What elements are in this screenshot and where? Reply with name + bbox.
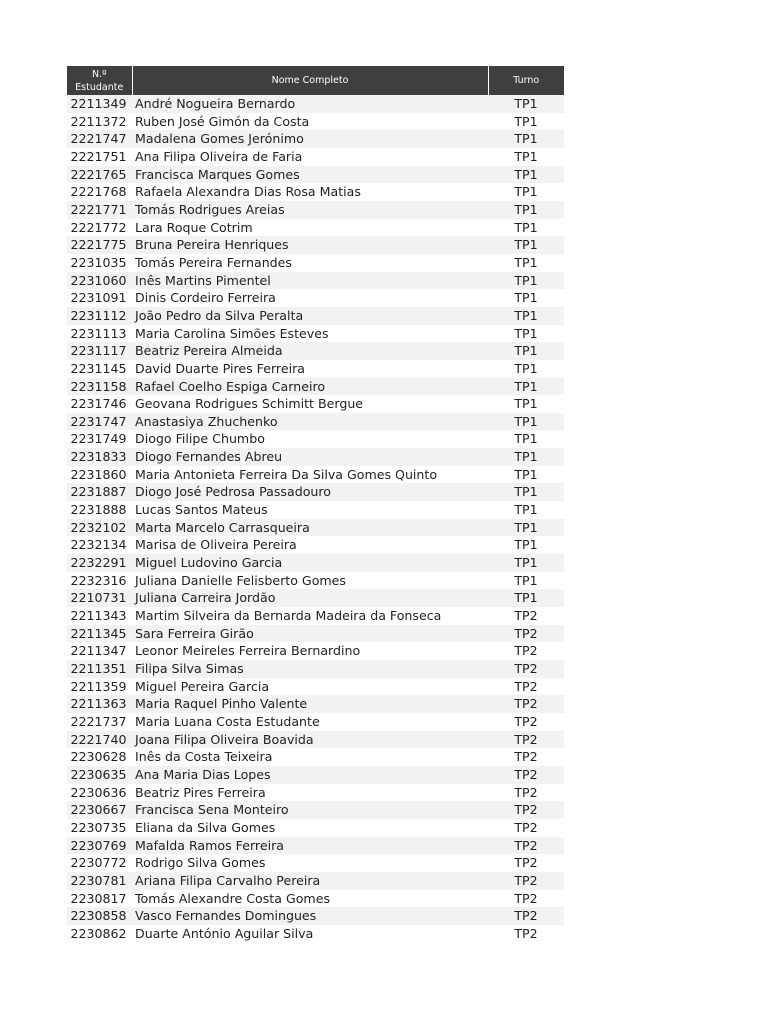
student-number-cell: 2231749 xyxy=(67,430,132,448)
student-number-cell: 2210731 xyxy=(67,589,132,607)
table-row xyxy=(67,430,564,448)
turno-cell: TP1 xyxy=(488,501,564,519)
student-number-cell: 2230781 xyxy=(67,872,132,890)
table-body xyxy=(67,95,564,943)
table-row xyxy=(67,678,564,696)
turno-cell: TP2 xyxy=(488,731,564,749)
full-name-cell: Martim Silveira da Bernarda Madeira da Fonseca xyxy=(132,607,488,625)
turno-cell: TP1 xyxy=(488,519,564,537)
full-name-cell: Beatriz Pires Ferreira xyxy=(132,784,488,802)
student-number-cell: 2230667 xyxy=(67,801,132,819)
table-row xyxy=(67,254,564,272)
full-name-cell: Rafaela Alexandra Dias Rosa Matias xyxy=(132,183,488,201)
turno-cell: TP1 xyxy=(488,395,564,413)
full-name-cell: Filipa Silva Simas xyxy=(132,660,488,678)
student-number-cell: 2231113 xyxy=(67,325,132,343)
table-row xyxy=(67,166,564,184)
table-row xyxy=(67,642,564,660)
student-number-cell: 2221740 xyxy=(67,731,132,749)
turno-cell: TP2 xyxy=(488,872,564,890)
full-name-cell: Rafael Coelho Espiga Carneiro xyxy=(132,378,488,396)
turno-cell: TP2 xyxy=(488,625,564,643)
full-name-cell: Eliana da Silva Gomes xyxy=(132,819,488,837)
student-number-cell: 2231833 xyxy=(67,448,132,466)
student-number-cell: 2231860 xyxy=(67,466,132,484)
table-row xyxy=(67,748,564,766)
table-header xyxy=(67,66,564,95)
table-row xyxy=(67,695,564,713)
student-number-cell: 2221751 xyxy=(67,148,132,166)
table-row xyxy=(67,784,564,802)
student-number-cell: 2221737 xyxy=(67,713,132,731)
full-name-cell: Inês da Costa Teixeira xyxy=(132,748,488,766)
student-number-cell: 2221775 xyxy=(67,236,132,254)
student-number-cell: 2211349 xyxy=(67,95,132,113)
turno-cell: TP2 xyxy=(488,784,564,802)
table-row xyxy=(67,325,564,343)
header-student-number-line1: N.º xyxy=(91,68,107,80)
full-name-cell: André Nogueira Bernardo xyxy=(132,95,488,113)
full-name-cell: Lucas Santos Mateus xyxy=(132,501,488,519)
turno-cell: TP2 xyxy=(488,695,564,713)
turno-cell: TP1 xyxy=(488,95,564,113)
full-name-cell: Maria Antonieta Ferreira Da Silva Gomes Quinto xyxy=(132,466,488,484)
table-row xyxy=(67,837,564,855)
student-number-cell: 2211347 xyxy=(67,642,132,660)
student-number-cell: 2211359 xyxy=(67,678,132,696)
student-number-cell: 2211363 xyxy=(67,695,132,713)
full-name-cell: Francisca Marques Gomes xyxy=(132,166,488,184)
full-name-cell: Joana Filipa Oliveira Boavida xyxy=(132,731,488,749)
full-name-cell: Miguel Ludovino Garcia xyxy=(132,554,488,572)
turno-cell: TP2 xyxy=(488,801,564,819)
turno-cell: TP2 xyxy=(488,766,564,784)
turno-cell: TP1 xyxy=(488,360,564,378)
full-name-cell: Sara Ferreira Girão xyxy=(132,625,488,643)
full-name-cell: David Duarte Pires Ferreira xyxy=(132,360,488,378)
full-name-cell: João Pedro da Silva Peralta xyxy=(132,307,488,325)
full-name-cell: Vasco Fernandes Domingues xyxy=(132,907,488,925)
turno-cell: TP1 xyxy=(488,589,564,607)
full-name-cell: Duarte António Aguilar Silva xyxy=(132,925,488,943)
turno-cell: TP1 xyxy=(488,166,564,184)
turno-cell: TP1 xyxy=(488,219,564,237)
turno-cell: TP2 xyxy=(488,713,564,731)
student-number-cell: 2231747 xyxy=(67,413,132,431)
student-number-cell: 2230862 xyxy=(67,925,132,943)
turno-cell: TP1 xyxy=(488,378,564,396)
full-name-cell: Miguel Pereira Garcia xyxy=(132,678,488,696)
table-row xyxy=(67,466,564,484)
table-row xyxy=(67,801,564,819)
student-number-cell: 2221765 xyxy=(67,166,132,184)
table-row xyxy=(67,625,564,643)
full-name-cell: Ana Filipa Oliveira de Faria xyxy=(132,148,488,166)
full-name-cell: Juliana Carreira Jordão xyxy=(132,589,488,607)
header-turno: Turno xyxy=(488,66,564,95)
turno-cell: TP1 xyxy=(488,307,564,325)
table-row xyxy=(67,819,564,837)
table-row xyxy=(67,731,564,749)
table-row xyxy=(67,413,564,431)
full-name-cell: Francisca Sena Monteiro xyxy=(132,801,488,819)
turno-cell: TP2 xyxy=(488,890,564,908)
table-row xyxy=(67,395,564,413)
student-number-cell: 2221747 xyxy=(67,130,132,148)
student-number-cell: 2231091 xyxy=(67,289,132,307)
turno-cell: TP1 xyxy=(488,342,564,360)
turno-cell: TP1 xyxy=(488,554,564,572)
table-row xyxy=(67,219,564,237)
turno-cell: TP2 xyxy=(488,925,564,943)
table-row xyxy=(67,660,564,678)
full-name-cell: Leonor Meireles Ferreira Bernardino xyxy=(132,642,488,660)
student-number-cell: 2230858 xyxy=(67,907,132,925)
turno-cell: TP1 xyxy=(488,413,564,431)
turno-cell: TP2 xyxy=(488,678,564,696)
table-row xyxy=(67,378,564,396)
full-name-cell: Anastasiya Zhuchenko xyxy=(132,413,488,431)
turno-cell: TP2 xyxy=(488,907,564,925)
table-row xyxy=(67,713,564,731)
student-number-cell: 2232316 xyxy=(67,572,132,590)
full-name-cell: Mafalda Ramos Ferreira xyxy=(132,837,488,855)
table-row xyxy=(67,148,564,166)
turno-cell: TP2 xyxy=(488,642,564,660)
table-row xyxy=(67,589,564,607)
table-row xyxy=(67,519,564,537)
full-name-cell: Dinis Cordeiro Ferreira xyxy=(132,289,488,307)
turno-cell: TP2 xyxy=(488,854,564,872)
student-number-cell: 2230635 xyxy=(67,766,132,784)
header-student-number xyxy=(67,66,132,95)
full-name-cell: Maria Carolina Simões Esteves xyxy=(132,325,488,343)
table-row xyxy=(67,607,564,625)
turno-cell: TP2 xyxy=(488,748,564,766)
header-row xyxy=(67,66,564,95)
student-number-cell: 2231112 xyxy=(67,307,132,325)
turno-cell: TP1 xyxy=(488,430,564,448)
turno-cell: TP1 xyxy=(488,325,564,343)
table-row xyxy=(67,360,564,378)
table-row xyxy=(67,854,564,872)
table-row xyxy=(67,448,564,466)
full-name-cell: Inês Martins Pimentel xyxy=(132,272,488,290)
turno-cell: TP2 xyxy=(488,837,564,855)
full-name-cell: Rodrigo Silva Gomes xyxy=(132,854,488,872)
table-row xyxy=(67,95,564,113)
table-row xyxy=(67,907,564,925)
table-row xyxy=(67,342,564,360)
student-number-cell: 2230772 xyxy=(67,854,132,872)
table-row xyxy=(67,183,564,201)
student-number-cell: 2211343 xyxy=(67,607,132,625)
full-name-cell: Tomás Rodrigues Areias xyxy=(132,201,488,219)
full-name-cell: Maria Luana Costa Estudante xyxy=(132,713,488,731)
header-student-number-line2: Estudante xyxy=(75,81,124,93)
table-row xyxy=(67,501,564,519)
full-name-cell: Marisa de Oliveira Pereira xyxy=(132,536,488,554)
turno-cell: TP1 xyxy=(488,272,564,290)
student-number-cell: 2231060 xyxy=(67,272,132,290)
turno-cell: TP1 xyxy=(488,466,564,484)
student-number-cell: 2211372 xyxy=(67,113,132,131)
header-full-name: Nome Completo xyxy=(132,66,488,95)
full-name-cell: Bruna Pereira Henriques xyxy=(132,236,488,254)
table-row xyxy=(67,766,564,784)
student-number-cell: 2221771 xyxy=(67,201,132,219)
turno-cell: TP2 xyxy=(488,607,564,625)
student-number-cell: 2211351 xyxy=(67,660,132,678)
full-name-cell: Geovana Rodrigues Schimitt Bergue xyxy=(132,395,488,413)
turno-cell: TP1 xyxy=(488,254,564,272)
full-name-cell: Beatriz Pereira Almeida xyxy=(132,342,488,360)
student-number-cell: 2231158 xyxy=(67,378,132,396)
student-number-cell: 2211345 xyxy=(67,625,132,643)
student-number-cell: 2221768 xyxy=(67,183,132,201)
full-name-cell: Madalena Gomes Jerónimo xyxy=(132,130,488,148)
student-number-cell: 2221772 xyxy=(67,219,132,237)
turno-cell: TP1 xyxy=(488,130,564,148)
turno-cell: TP1 xyxy=(488,289,564,307)
student-number-cell: 2230735 xyxy=(67,819,132,837)
student-number-cell: 2230636 xyxy=(67,784,132,802)
table-row xyxy=(67,536,564,554)
student-number-cell: 2231746 xyxy=(67,395,132,413)
turno-cell: TP1 xyxy=(488,536,564,554)
table-row xyxy=(67,572,564,590)
student-table xyxy=(67,66,564,943)
turno-cell: TP2 xyxy=(488,819,564,837)
full-name-cell: Diogo Filipe Chumbo xyxy=(132,430,488,448)
table-row xyxy=(67,201,564,219)
full-name-cell: Marta Marcelo Carrasqueira xyxy=(132,519,488,537)
table-row xyxy=(67,872,564,890)
full-name-cell: Diogo Fernandes Abreu xyxy=(132,448,488,466)
turno-cell: TP1 xyxy=(488,201,564,219)
full-name-cell: Tomás Pereira Fernandes xyxy=(132,254,488,272)
full-name-cell: Diogo José Pedrosa Passadouro xyxy=(132,483,488,501)
turno-cell: TP1 xyxy=(488,483,564,501)
student-number-cell: 2230769 xyxy=(67,837,132,855)
full-name-cell: Ana Maria Dias Lopes xyxy=(132,766,488,784)
student-number-cell: 2231117 xyxy=(67,342,132,360)
table-row xyxy=(67,113,564,131)
student-number-cell: 2230628 xyxy=(67,748,132,766)
turno-cell: TP2 xyxy=(488,660,564,678)
table-row xyxy=(67,890,564,908)
table-row xyxy=(67,236,564,254)
student-number-cell: 2231145 xyxy=(67,360,132,378)
student-number-cell: 2231888 xyxy=(67,501,132,519)
turno-cell: TP1 xyxy=(488,148,564,166)
student-number-cell: 2232102 xyxy=(67,519,132,537)
turno-cell: TP1 xyxy=(488,448,564,466)
full-name-cell: Lara Roque Cotrim xyxy=(132,219,488,237)
student-number-cell: 2230817 xyxy=(67,890,132,908)
student-number-cell: 2231887 xyxy=(67,483,132,501)
table-row xyxy=(67,554,564,572)
turno-cell: TP1 xyxy=(488,572,564,590)
table-row xyxy=(67,925,564,943)
turno-cell: TP1 xyxy=(488,183,564,201)
student-number-cell: 2231035 xyxy=(67,254,132,272)
student-number-cell: 2232134 xyxy=(67,536,132,554)
table-row xyxy=(67,289,564,307)
student-number-cell: 2232291 xyxy=(67,554,132,572)
table-row xyxy=(67,483,564,501)
turno-cell: TP1 xyxy=(488,236,564,254)
full-name-cell: Maria Raquel Pinho Valente xyxy=(132,695,488,713)
full-name-cell: Ruben José Gimón da Costa xyxy=(132,113,488,131)
table-row xyxy=(67,130,564,148)
full-name-cell: Ariana Filipa Carvalho Pereira xyxy=(132,872,488,890)
table-row xyxy=(67,272,564,290)
full-name-cell: Tomás Alexandre Costa Gomes xyxy=(132,890,488,908)
table-row xyxy=(67,307,564,325)
turno-cell: TP1 xyxy=(488,113,564,131)
full-name-cell: Juliana Danielle Felisberto Gomes xyxy=(132,572,488,590)
